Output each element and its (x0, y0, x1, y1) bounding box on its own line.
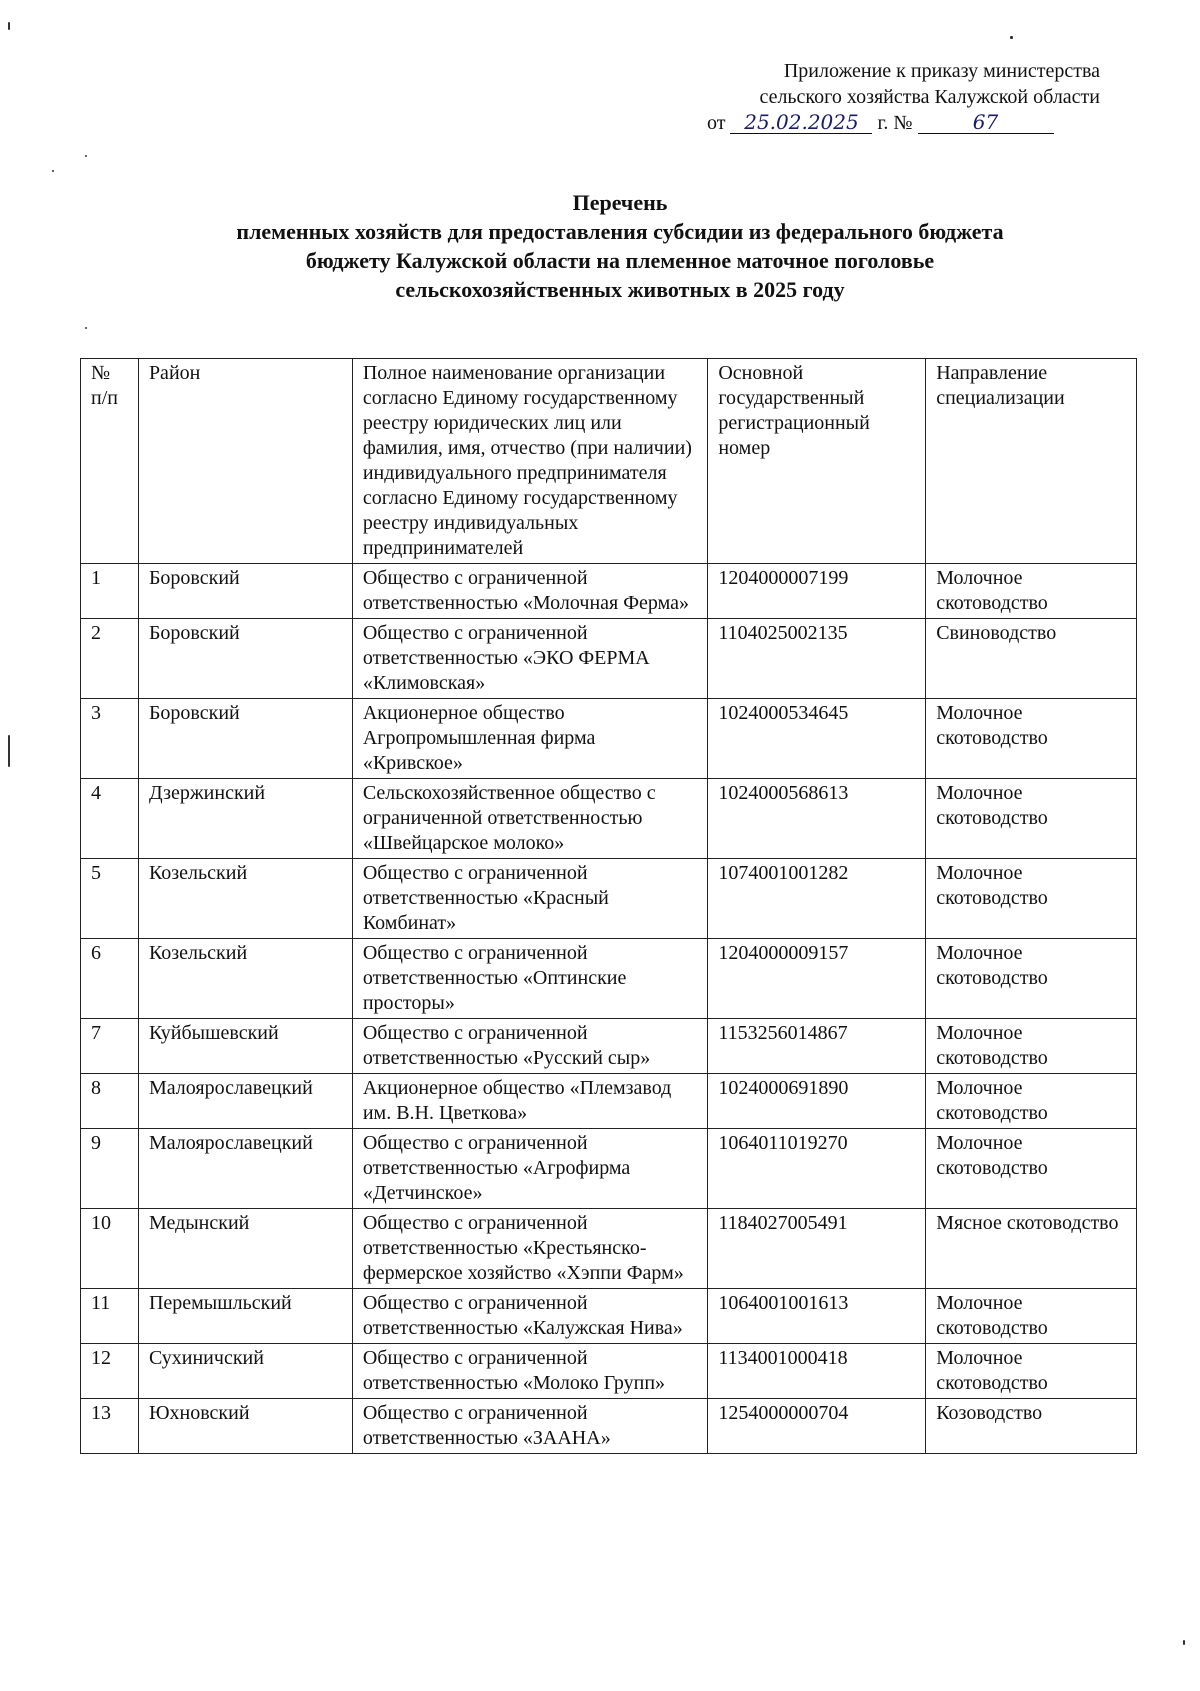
cell-name: Общество с ограниченной ответственностью «Калужская Нива» (352, 1289, 708, 1344)
table-row (81, 779, 1137, 859)
cell-ogrn: 1254000000704 (708, 1399, 926, 1454)
cell-district: Боровский (138, 699, 352, 779)
appendix-line-1: Приложение к приказу министерства (783, 60, 1100, 82)
cell-num: 12 (81, 1344, 139, 1399)
cell-num: 7 (81, 1019, 139, 1074)
cell-specialization: Молочное скотоводство (926, 859, 1137, 939)
table-body (81, 359, 1137, 1454)
scan-speck (52, 170, 54, 172)
cell-district: Сухиничский (138, 1344, 352, 1399)
cell-num: 5 (81, 859, 139, 939)
title-line-3: бюджету Калужской области на племенное маточное поголовье (305, 248, 935, 273)
cell-name: Общество с ограниченной ответственностью «Красный Комбинат» (352, 859, 708, 939)
cell-num: 11 (81, 1289, 139, 1344)
title-line-2: племенных хозяйств для предоставления субсидии из федерального бюджета (236, 219, 1004, 244)
scan-speck (1010, 36, 1013, 39)
table-row (81, 939, 1137, 1019)
cell-specialization: Молочное скотоводство (926, 564, 1137, 619)
cell-name: Общество с ограниченной ответственностью «Молоко Групп» (352, 1344, 708, 1399)
table-row (81, 1289, 1137, 1344)
table-header-row (81, 359, 1137, 564)
cell-district: Козельский (138, 939, 352, 1019)
cell-specialization: Молочное скотоводство (926, 779, 1137, 859)
scan-speck (85, 155, 87, 157)
header-specialization: Направление специализации (926, 359, 1137, 564)
table-row (81, 1399, 1137, 1454)
handwritten-date: 25.02.2025 (730, 111, 872, 134)
cell-ogrn: 1024000534645 (708, 699, 926, 779)
appendix-date-line (700, 110, 1100, 136)
cell-num: 2 (81, 619, 139, 699)
table-row (81, 1209, 1137, 1289)
cell-name: Общество с ограниченной ответственностью «ЭКО ФЕРМА «Климовская» (352, 619, 708, 699)
appendix-header (700, 58, 1100, 136)
table-row (81, 1074, 1137, 1129)
handwritten-order-number: 67 (918, 111, 1054, 134)
cell-num: 13 (81, 1399, 139, 1454)
cell-district: Боровский (138, 564, 352, 619)
cell-name: Общество с ограниченной ответственностью «Крестьянско-фермерское хозяйство «Хэппи Фарм» (352, 1209, 708, 1289)
header-district: Район (138, 359, 352, 564)
cell-num: 1 (81, 564, 139, 619)
cell-district: Боровский (138, 619, 352, 699)
cell-num: 9 (81, 1129, 139, 1209)
table-row (81, 1344, 1137, 1399)
cell-specialization: Молочное скотоводство (926, 1019, 1137, 1074)
cell-name: Общество с ограниченной ответственностью «Русский сыр» (352, 1019, 708, 1074)
cell-name: Общество с ограниченной ответственностью «Агрофирма «Детчинское» (352, 1129, 708, 1209)
cell-num: 10 (81, 1209, 139, 1289)
cell-district: Дзержинский (138, 779, 352, 859)
table-row (81, 619, 1137, 699)
cell-ogrn: 1153256014867 (708, 1019, 926, 1074)
cell-specialization: Молочное скотоводство (926, 1289, 1137, 1344)
cell-specialization: Молочное скотоводство (926, 1344, 1137, 1399)
cell-name: Акционерное общество Агропромышленная фирма «Кривское» (352, 699, 708, 779)
cell-name: Акционерное общество «Племзавод им. В.Н. Цветкова» (352, 1074, 708, 1129)
cell-district: Юхновский (138, 1399, 352, 1454)
appendix-line-2: сельского хозяйства Калужской области (759, 86, 1100, 108)
table-row (81, 859, 1137, 939)
cell-num: 3 (81, 699, 139, 779)
cell-ogrn: 1204000007199 (708, 564, 926, 619)
cell-district: Медынский (138, 1209, 352, 1289)
cell-specialization: Свиноводство (926, 619, 1137, 699)
title-line-4: сельскохозяйственных животных в 2025 году (395, 277, 845, 302)
cell-ogrn: 1134001000418 (708, 1344, 926, 1399)
header-name: Полное наименование организации согласно Единому государственному реестру юридических лиц или фамилия, имя, отчество (при наличии) индивидуального предпринимателя согласно Единому государственному реестру индивидуальных предпринимателей (352, 359, 708, 564)
cell-district: Малоярославецкий (138, 1074, 352, 1129)
title-line-1: Перечень (572, 190, 668, 215)
cell-ogrn: 1024000691890 (708, 1074, 926, 1129)
table-row (81, 1019, 1137, 1074)
cell-district: Перемышльский (138, 1289, 352, 1344)
cell-ogrn: 1204000009157 (708, 939, 926, 1019)
cell-ogrn: 1104025002135 (708, 619, 926, 699)
cell-ogrn: 1024000568613 (708, 779, 926, 859)
order-number-label: г. № (877, 112, 913, 134)
cell-num: 4 (81, 779, 139, 859)
table-row (81, 564, 1137, 619)
date-prefix: от (707, 112, 726, 134)
cell-name: Общество с ограниченной ответственностью «ЗААНА» (352, 1399, 708, 1454)
header-ogrn: Основной государственный регистрационный номер (708, 359, 926, 564)
cell-district: Малоярославецкий (138, 1129, 352, 1209)
document-title (80, 188, 1160, 304)
cell-ogrn: 1184027005491 (708, 1209, 926, 1289)
cell-specialization: Мясное скотоводство (926, 1209, 1137, 1289)
cell-name: Общество с ограниченной ответственностью «Оптинские просторы» (352, 939, 708, 1019)
cell-ogrn: 1064011019270 (708, 1129, 926, 1209)
scan-speck (85, 327, 87, 329)
cell-num: 8 (81, 1074, 139, 1129)
cell-district: Козельский (138, 859, 352, 939)
cell-specialization: Молочное скотоводство (926, 939, 1137, 1019)
cell-specialization: Молочное скотоводство (926, 699, 1137, 779)
scan-speck (1183, 1640, 1185, 1645)
breeding-farms-table (80, 358, 1137, 1454)
cell-specialization: Молочное скотоводство (926, 1129, 1137, 1209)
header-num: № п/п (81, 359, 139, 564)
cell-district: Куйбышевский (138, 1019, 352, 1074)
scan-speck (8, 735, 10, 767)
cell-ogrn: 1074001001282 (708, 859, 926, 939)
cell-ogrn: 1064001001613 (708, 1289, 926, 1344)
cell-name: Сельскохозяйственное общество с ограниченной ответственностью «Швейцарское молоко» (352, 779, 708, 859)
cell-num: 6 (81, 939, 139, 1019)
table-row (81, 1129, 1137, 1209)
cell-specialization: Козоводство (926, 1399, 1137, 1454)
scan-speck (8, 22, 10, 30)
cell-name: Общество с ограниченной ответственностью «Молочная Ферма» (352, 564, 708, 619)
cell-specialization: Молочное скотоводство (926, 1074, 1137, 1129)
table-row (81, 699, 1137, 779)
